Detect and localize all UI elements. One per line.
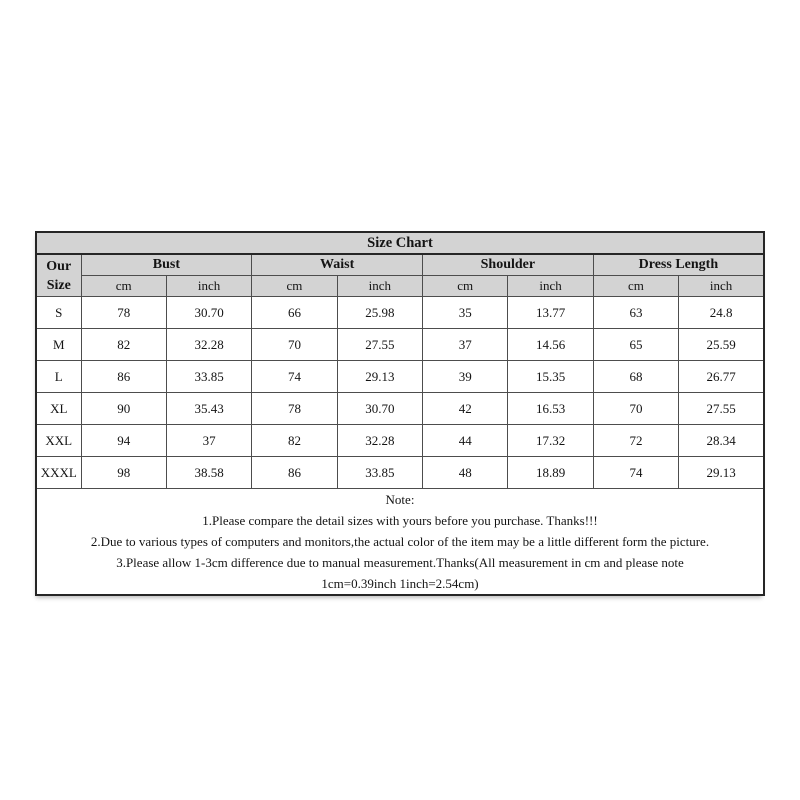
size-cell: M — [36, 329, 81, 361]
value-cell: 33.85 — [337, 457, 422, 489]
value-cell: 82 — [81, 329, 166, 361]
note-line: 3.Please allow 1-3cm difference due to manual measurement.Thanks(All measurement in cm and please note — [116, 555, 684, 570]
value-cell: 48 — [423, 457, 508, 489]
column-group-dress-length: Dress Length — [593, 254, 764, 276]
unit-header: inch — [679, 276, 764, 297]
column-group-waist: Waist — [252, 254, 423, 276]
note-line: 1.Please compare the detail sizes with yours before you purchase. Thanks!!! — [202, 513, 598, 528]
table-row — [36, 393, 764, 425]
note-block — [36, 489, 764, 596]
size-column-header — [36, 254, 81, 297]
unit-header: cm — [81, 276, 166, 297]
size-cell: XXXL — [36, 457, 81, 489]
value-cell: 72 — [593, 425, 678, 457]
value-cell: 82 — [252, 425, 337, 457]
value-cell: 78 — [81, 297, 166, 329]
unit-header: inch — [508, 276, 593, 297]
size-cell: S — [36, 297, 81, 329]
column-group-bust: Bust — [81, 254, 252, 276]
value-cell: 30.70 — [337, 393, 422, 425]
value-cell: 30.70 — [166, 297, 251, 329]
value-cell: 14.56 — [508, 329, 593, 361]
value-cell: 68 — [593, 361, 678, 393]
unit-header: inch — [337, 276, 422, 297]
value-cell: 63 — [593, 297, 678, 329]
value-cell: 32.28 — [337, 425, 422, 457]
value-cell: 25.98 — [337, 297, 422, 329]
value-cell: 37 — [423, 329, 508, 361]
value-cell: 29.13 — [679, 457, 764, 489]
note-line: 2.Due to various types of computers and monitors,the actual color of the item may be a little different form the picture. — [90, 534, 710, 549]
note-row — [36, 489, 764, 596]
table-row — [36, 329, 764, 361]
value-cell: 16.53 — [508, 393, 593, 425]
size-chart-container — [35, 231, 765, 596]
column-group-row — [36, 254, 764, 276]
table-row — [36, 297, 764, 329]
size-chart-table — [35, 231, 765, 596]
value-cell: 70 — [252, 329, 337, 361]
unit-header: cm — [593, 276, 678, 297]
value-cell: 27.55 — [337, 329, 422, 361]
value-cell: 35 — [423, 297, 508, 329]
value-cell: 74 — [252, 361, 337, 393]
units-row — [36, 276, 764, 297]
value-cell: 35.43 — [166, 393, 251, 425]
value-cell: 44 — [423, 425, 508, 457]
value-cell: 86 — [252, 457, 337, 489]
value-cell: 29.13 — [337, 361, 422, 393]
value-cell: 13.77 — [508, 297, 593, 329]
size-cell: L — [36, 361, 81, 393]
value-cell: 90 — [81, 393, 166, 425]
value-cell: 98 — [81, 457, 166, 489]
value-cell: 39 — [423, 361, 508, 393]
value-cell: 38.58 — [166, 457, 251, 489]
table-row — [36, 425, 764, 457]
column-group-shoulder: Shoulder — [423, 254, 594, 276]
value-cell: 26.77 — [679, 361, 764, 393]
unit-header: cm — [252, 276, 337, 297]
value-cell: 32.28 — [166, 329, 251, 361]
unit-header: inch — [166, 276, 251, 297]
size-cell: XXL — [36, 425, 81, 457]
table-row — [36, 361, 764, 393]
value-cell: 18.89 — [508, 457, 593, 489]
value-cell: 24.8 — [679, 297, 764, 329]
value-cell: 37 — [166, 425, 251, 457]
value-cell: 86 — [81, 361, 166, 393]
size-header-line1: Our — [46, 258, 72, 274]
unit-header: cm — [423, 276, 508, 297]
value-cell: 27.55 — [679, 393, 764, 425]
value-cell: 42 — [423, 393, 508, 425]
value-cell: 25.59 — [679, 329, 764, 361]
value-cell: 74 — [593, 457, 678, 489]
value-cell: 65 — [593, 329, 678, 361]
note-line: 1cm=0.39inch 1inch=2.54cm) — [321, 576, 479, 591]
title-row — [36, 232, 764, 254]
note-heading: Note: — [385, 492, 415, 507]
value-cell: 70 — [593, 393, 678, 425]
value-cell: 78 — [252, 393, 337, 425]
value-cell: 94 — [81, 425, 166, 457]
table-title: Size Chart — [36, 232, 764, 254]
value-cell: 33.85 — [166, 361, 251, 393]
table-row — [36, 457, 764, 489]
value-cell: 17.32 — [508, 425, 593, 457]
size-cell: XL — [36, 393, 81, 425]
value-cell: 28.34 — [679, 425, 764, 457]
size-header-line2: Size — [46, 277, 71, 293]
value-cell: 15.35 — [508, 361, 593, 393]
value-cell: 66 — [252, 297, 337, 329]
